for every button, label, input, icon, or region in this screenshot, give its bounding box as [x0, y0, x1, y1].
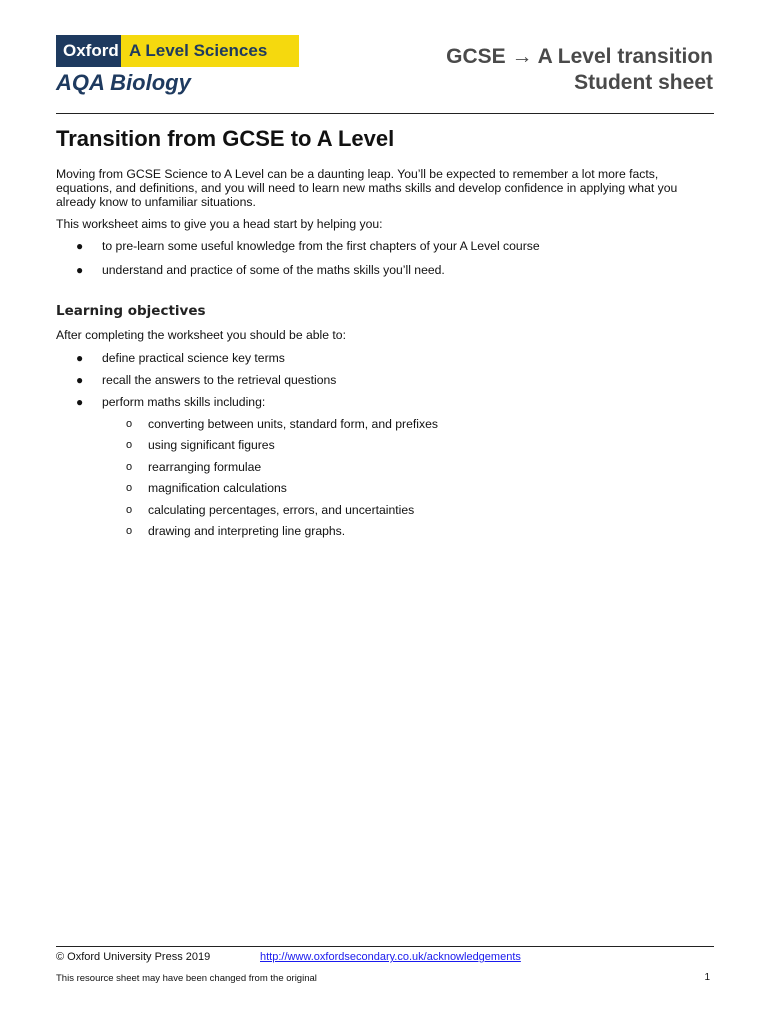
page-number: 1: [704, 972, 710, 983]
logo-series: A Level Sciences: [121, 35, 299, 67]
list-item: ● understand and practice of some of the maths skills you’ll need.: [76, 263, 445, 277]
objectives-intro: After completing the worksheet you should be able to:: [56, 328, 346, 342]
list-item: o calculating percentages, errors, and uncertainties: [126, 502, 415, 517]
oxford-logo: [56, 35, 299, 67]
sheet-title-line1: GCSE → A Level transition: [446, 45, 713, 68]
bullet-icon: ●: [76, 351, 84, 365]
change-notice: This resource sheet may have been changed from the original: [56, 973, 317, 984]
list-item: ● recall the answers to the retrieval questions: [76, 373, 337, 387]
header-divider: [56, 113, 714, 114]
list-item: o drawing and interpreting line graphs.: [126, 523, 346, 538]
objectives-list: [56, 350, 336, 416]
intro-paragraph: Moving from GCSE Science to A Level can be a daunting leap. You’ll be expected to remember a lot more facts, equations, and definitions, and you will need to learn new maths skills and develop confidence in applying what you already know to unfamiliar situations.: [56, 167, 678, 209]
list-item: o magnification calculations: [126, 481, 287, 496]
list-item: ● define practical science key terms: [76, 351, 285, 365]
bullet-icon: ●: [76, 263, 84, 277]
copyright-notice: © Oxford University Press 2019: [56, 951, 211, 963]
list-item: ● to pre-learn some useful knowledge from the first chapters of your A Level course: [76, 239, 540, 253]
circle-bullet-icon: o: [126, 482, 133, 495]
bullet-icon: ●: [76, 239, 84, 253]
bullet-icon: ●: [76, 373, 84, 387]
list-item: o converting between units, standard form, and prefixes: [126, 417, 438, 431]
circle-bullet-icon: o: [126, 418, 133, 430]
aims-list: [56, 238, 540, 286]
sheet-title: [446, 44, 713, 96]
logo-publisher: Oxford: [56, 35, 121, 67]
sheet-title-line2: Student sheet: [574, 71, 713, 94]
list-item: o using significant figures: [126, 438, 275, 453]
aims-intro: This worksheet aims to give you a head start by helping you:: [56, 217, 383, 231]
objectives-heading: Learning objectives: [56, 303, 206, 319]
circle-bullet-icon: o: [126, 524, 133, 537]
list-item: ● perform maths skills including:: [76, 395, 266, 409]
circle-bullet-icon: o: [126, 439, 133, 452]
circle-bullet-icon: o: [126, 460, 133, 473]
circle-bullet-icon: o: [126, 503, 133, 516]
acknowledgements-link[interactable]: http://www.oxfordsecondary.co.uk/acknowledgements: [260, 951, 521, 963]
footer-divider: [56, 946, 714, 947]
list-item: o rearranging formulae: [126, 459, 262, 474]
page-title: Transition from GCSE to A Level: [56, 126, 395, 151]
subject-title: AQA Biology: [56, 70, 191, 95]
maths-skills-list: [56, 416, 438, 544]
bullet-icon: ●: [76, 395, 84, 409]
